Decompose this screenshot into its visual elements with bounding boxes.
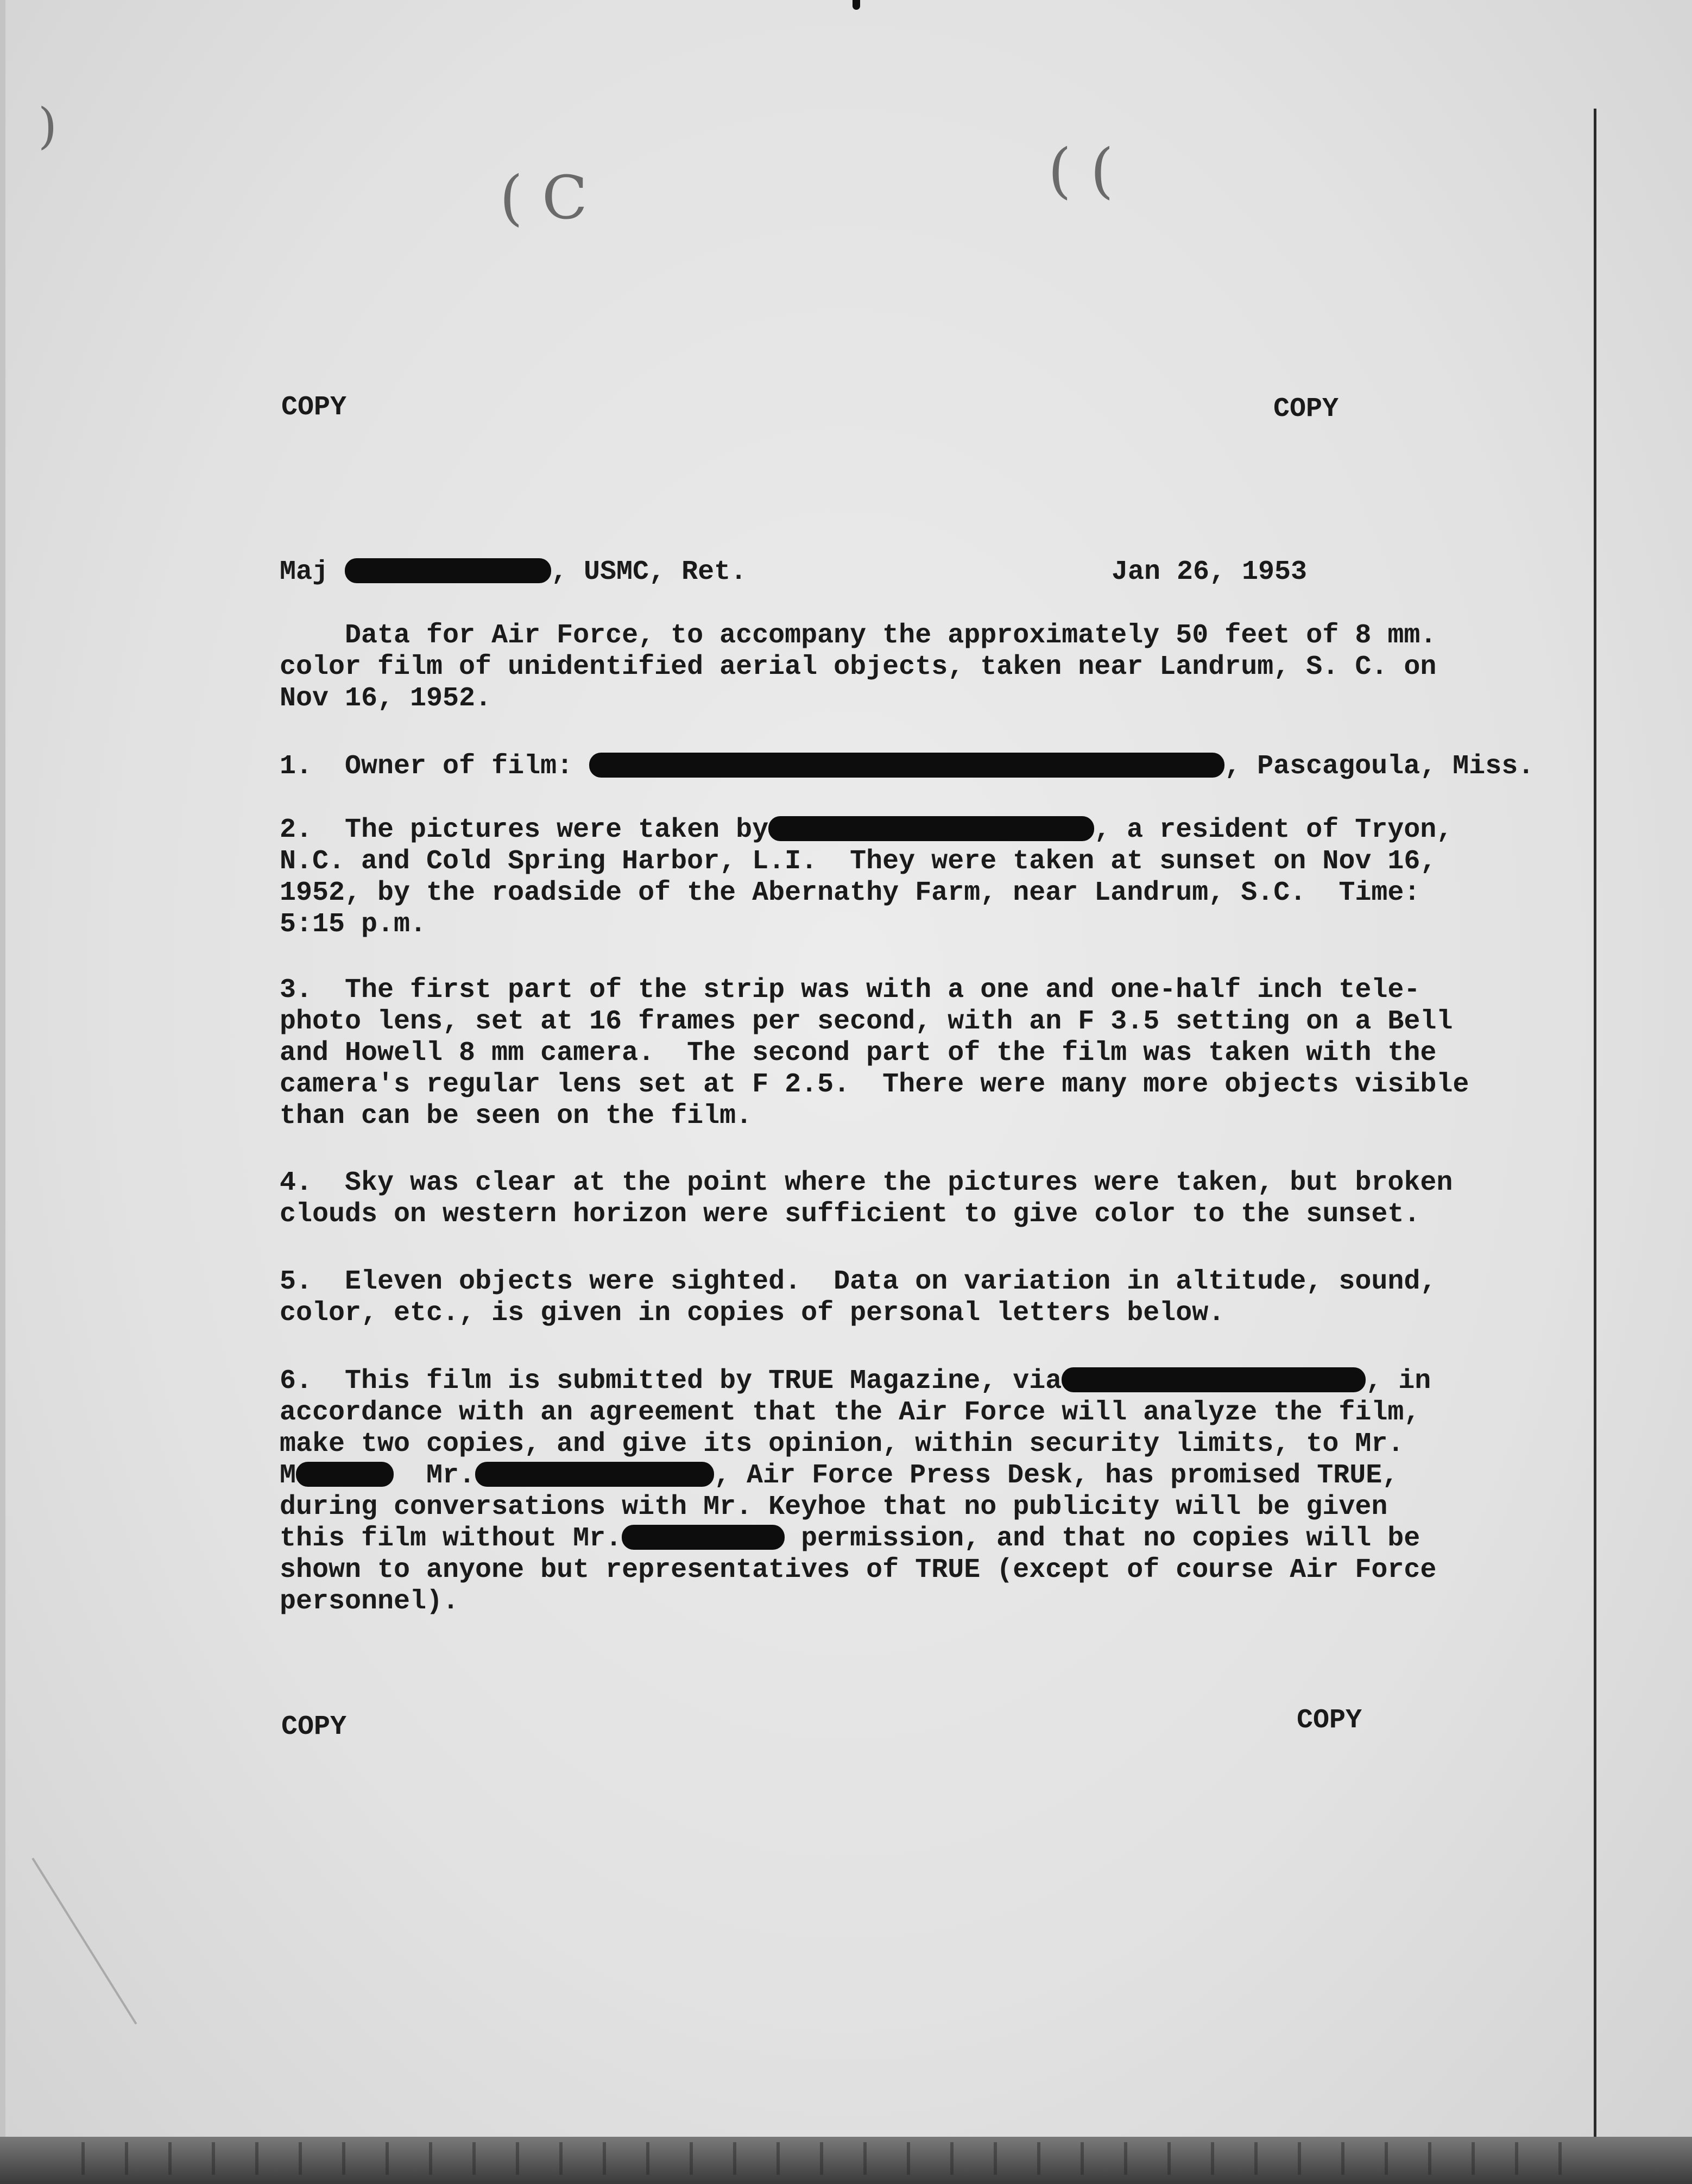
item-3-line: photo lens, set at 16 frames per second, with an F 3.5 setting on a Bell (280, 1006, 1453, 1037)
page-right-edge (1594, 109, 1596, 2145)
memo-date: Jan 26, 1953 (1112, 557, 1308, 588)
redaction (296, 1462, 394, 1487)
copy-stamp-top-left: COPY (281, 392, 347, 423)
item-3-line: than can be seen on the film. (280, 1101, 753, 1132)
sender-rank: Maj (280, 557, 329, 588)
copy-stamp-bottom-right: COPY (1297, 1705, 1362, 1736)
handwritten-mark: ( C (500, 163, 588, 232)
item-2: 2. The pictures were taken by , a resident of Tryon, (280, 815, 1453, 845)
item-3-line: camera's regular lens set at F 2.5. There were many more objects visible (280, 1069, 1469, 1100)
redaction (768, 816, 1094, 841)
item-6: 6. This film is submitted by TRUE Magazine, via , in (280, 1366, 1431, 1397)
item-1: 1. Owner of film: , Pascagoula, Miss. (280, 751, 1535, 782)
copy-stamp-bottom-left: COPY (281, 1712, 347, 1743)
item-5-line: 5. Eleven objects were sighted. Data on variation in altitude, sound, (280, 1266, 1437, 1297)
item-6-line: personnel). (280, 1586, 459, 1617)
film-sprocket-marks (81, 2142, 1580, 2175)
redaction (589, 753, 1224, 778)
scan-scratch (31, 1858, 137, 2024)
page-left-edge (0, 0, 5, 2184)
intro-line: color film of unidentified aerial objects, taken near Landrum, S. C. on (280, 652, 1437, 683)
intro-line: Nov 16, 1952. (280, 683, 492, 714)
sender-affiliation: , USMC, Ret. (551, 557, 747, 588)
punch-mark (853, 0, 860, 10)
item-3-line: and Howell 8 mm camera. The second part of the film was taken with the (280, 1038, 1437, 1069)
handwritten-mark: ) (38, 98, 58, 155)
item-4-line: clouds on western horizon were sufficient to give color to the sunset. (280, 1199, 1420, 1230)
redaction (622, 1525, 785, 1550)
item-6-line: this film without Mr. permission, and that no copies will be (280, 1523, 1420, 1554)
copy-stamp-top-right: COPY (1273, 394, 1339, 425)
item-4-line: 4. Sky was clear at the point where the pictures were taken, but broken (280, 1167, 1453, 1198)
item-6-line: shown to anyone but representatives of TRUE (except of course Air Force (280, 1555, 1437, 1586)
handwritten-mark: ( ( (1048, 136, 1114, 205)
item-2-line: N.C. and Cold Spring Harbor, L.I. They were taken at sunset on Nov 16, (280, 846, 1437, 877)
item-6-line: accordance with an agreement that the Air Force will analyze the film, (280, 1397, 1420, 1428)
item-6-line: M Mr. , Air Force Press Desk, has promised TRUE, (280, 1460, 1399, 1491)
item-2-line: 1952, by the roadside of the Abernathy Farm, near Landrum, S.C. Time: (280, 878, 1420, 908)
redaction (475, 1462, 714, 1487)
item-6-line: during conversations with Mr. Keyhoe that no publicity will be given (280, 1492, 1388, 1523)
redaction (345, 558, 551, 583)
item-6-line: make two copies, and give its opinion, within security limits, to Mr. (280, 1429, 1404, 1460)
redaction (1062, 1367, 1366, 1392)
intro-line: Data for Air Force, to accompany the approximately 50 feet of 8 mm. (280, 620, 1437, 651)
item-5-line: color, etc., is given in copies of personal letters below. (280, 1298, 1225, 1329)
item-2-line: 5:15 p.m. (280, 909, 427, 940)
letterhead-line (280, 557, 747, 588)
item-3-line: 3. The first part of the strip was with a one and one-half inch tele- (280, 975, 1420, 1006)
